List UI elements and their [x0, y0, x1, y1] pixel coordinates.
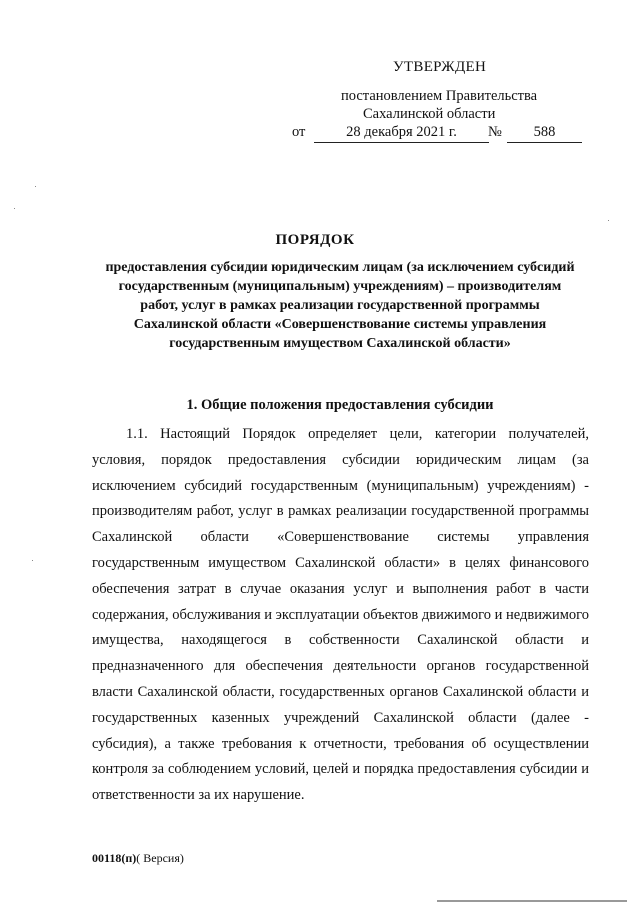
approval-number: 588	[507, 123, 582, 143]
document-title: ПОРЯДОК	[275, 232, 355, 248]
approval-line-2: Сахалинской области	[363, 106, 496, 122]
section-heading: 1. Общие положения предоставления субсидии	[186, 397, 494, 413]
approval-title: УТВЕРЖДЕН	[393, 59, 487, 75]
approval-date-row	[292, 123, 592, 143]
scan-edge-line	[437, 900, 627, 902]
scan-speck	[608, 220, 609, 221]
scan-speck	[32, 560, 33, 561]
version-label: ( Версия)	[136, 851, 184, 865]
document-subtitle: предоставления субсидии юридическим лицам (за исключением субсидий государственным (муниципальным) учреждениям) – производителям работ, услуг в рамках реализации государственной программы Сахалинской области «Совершенствование системы управления государственным имуществом Сахалинской области»	[105, 260, 575, 351]
number-label: №	[488, 124, 502, 140]
scan-speck	[14, 208, 15, 209]
scan-speck	[35, 186, 36, 187]
approval-line-1: постановлением Правительства	[341, 88, 538, 104]
approval-date: 28 декабря 2021 г.	[314, 123, 489, 143]
footer-code	[92, 851, 184, 866]
document-code: 00118(п)	[92, 851, 137, 865]
from-label: от	[292, 124, 306, 140]
section-paragraph: 1.1. Настоящий Порядок определяет цели, категории получателей, условия, порядок предоставления субсидии юридическим лицам (за исключением субсидий государственным (муниципальным) учреждениям) - производителям работ, услуг в рамках реализации государственной программы Сахалинской области «Совершенствование системы управления государственным имуществом Сахалинской области» в целях финансового обеспечения затрат в случае оказания услуг и выполнения работ в части содержания, обслуживания и эксплуатации объектов движимого и недвижимого имущества, находящегося в собственности Сахалинской области и предназначенного для обеспечения деятельности органов государственной власти Сахалинской области, государственных органов Сахалинской области и государственных казенных учреждений Сахалинской области (далее - субсидия), а также требования к отчетности, требования об осуществлении контроля за соблюдением условий, целей и порядка предоставления субсидии и ответственности за их нарушение.	[92, 426, 589, 804]
